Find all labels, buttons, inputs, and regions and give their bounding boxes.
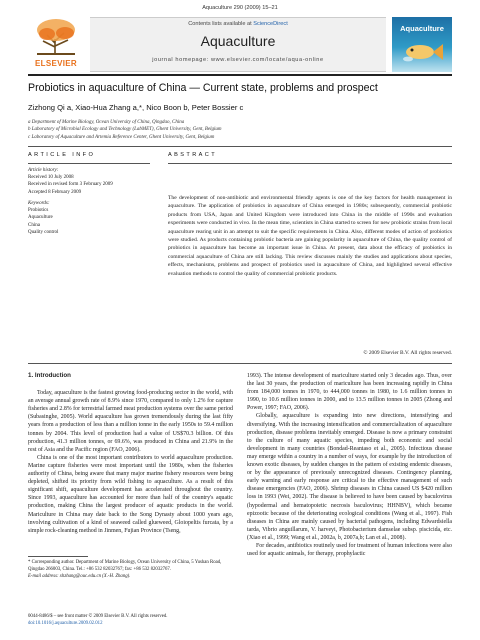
history-received: Received 10 July 2008 bbox=[28, 175, 74, 181]
abstract-heading: ABSTRACT bbox=[168, 152, 218, 158]
affiliation: c Laboratory of Aquaculture and Artemia Reference Center, Ghent University, Gent, Belgium bbox=[28, 134, 215, 140]
elsevier-wordmark: ELSEVIER bbox=[35, 59, 77, 68]
cover-title: Aquaculture bbox=[400, 24, 444, 33]
history-label: Article history: bbox=[28, 168, 59, 173]
history-accepted: Accepted 8 February 2009 bbox=[28, 189, 82, 195]
keyword: China bbox=[28, 222, 40, 228]
body-paragraph: China is one of the most important contributors to world aquaculture production. Marine capture fisheries were most important until the 1980s, when the fisheries authority of China, being aware that many major marine fishery resources were being depleted, shifted its priority from wild fishing to aquaculture. As a result of this significant shift, aquaculture development has accelerated throughout the country. Since 1993, aquaculture has accounted for more than half of the country's aquatic production, making China the largest producer of aquatic products in the world. Mariculture in China may date back to the Song Dynasty about 1000 years ago, involving cultivation of a kind of seaweed called glueweed, Gloiopeltis furcata, by a simple rock-cleaning method in Jinmen, Fujian Province (Tseng, bbox=[28, 454, 233, 534]
body-paragraph: Today, aquaculture is the fastest growing food-producing sector in the world, with an average annual growth rate of 8.9% since 1970, compared to only 1.2% for capture fisheries and 2.8% for terrestrial farmed meat production systems over the same period (Subasinghe, 2005). World aquaculture has grown tremendously during the last fifty years from a production of less than a million tonne in the early 1950s to 59.4 million tonnes by 2004. This level of production had a value of US$70.3 billion. Of this production, 41.3 million tonnes, or 69.6%, was produced in China and 21.9% in the rest of Asia and the Pacific region (FAO, 2006). bbox=[28, 390, 233, 453]
elsevier-logo bbox=[28, 17, 84, 72]
keyword: Aquaculture bbox=[28, 215, 53, 221]
journal-title: Aquaculture bbox=[200, 33, 276, 49]
doi-link[interactable]: doi:10.1016/j.aquaculture.2009.02.012 bbox=[28, 620, 103, 626]
right-column bbox=[247, 372, 452, 634]
info-divider bbox=[28, 163, 150, 164]
elsevier-tree-icon bbox=[33, 17, 79, 57]
info-top-rule bbox=[28, 146, 452, 147]
abstract-copyright: © 2009 Elsevier B.V. All rights reserved. bbox=[363, 350, 452, 356]
section-heading: 1. Introduction bbox=[28, 372, 71, 379]
publication-info bbox=[28, 614, 328, 628]
journal-homepage-link[interactable]: journal homepage: www.elsevier.com/locate/aqua-online bbox=[152, 57, 324, 63]
abstract-text: The development of non-antibiotic and environmental friendly agents is one of the key factors for health management in aquaculture. The application of probiotics in aquaculture of China emerged in 1980s; subsequently, commercial probiotic products from USA, Japan and United Kingdom were introduced into China in the middle of 1990s and evaluation experiments were conducted in vivo. In the mean time, scientists in China started to screen for new probiotic strains from local aquaculture rearing unit in an attempt to suit the specific requirements in China. Also, different modes of action of probiotics were studied. As products containing probiotic bacteria are gaining popularity in aquaculture of China, the quality control of probiotics in aquaculture has become an important issue in China. At present, data about the efficacy of probiotics in commercial aquaculture of China are still lacking. This review discusses mainly the studies and applications about species, effects, mechanisms, problems and prospect of probiotics used in aquaculture of China, and highlighted several effective evaluation methods to control the quality of commercial probiotic products. bbox=[168, 195, 452, 277]
corresponding-author-footnote bbox=[28, 560, 228, 580]
keyword: Quality control bbox=[28, 229, 59, 235]
journal-cover-thumbnail bbox=[392, 17, 452, 72]
masthead bbox=[28, 17, 452, 72]
keywords-label: Keywords: bbox=[28, 201, 50, 206]
abstract-bottom-rule bbox=[28, 363, 452, 364]
left-column bbox=[28, 372, 233, 550]
issn-line: 0044-8486/$ – see front matter © 2009 Elsevier B.V. All rights reserved. bbox=[28, 614, 168, 619]
sciencedirect-link[interactable]: ScienceDirect bbox=[253, 21, 288, 27]
header-rule bbox=[28, 74, 452, 76]
contents-line bbox=[90, 21, 386, 27]
keywords bbox=[28, 200, 138, 236]
footnote-email: E-mail address: xhzhang@ouc.edu.cn (X.-H. Zhang). bbox=[28, 573, 131, 579]
fish-icon bbox=[400, 39, 444, 65]
article-history bbox=[28, 167, 138, 196]
affiliations bbox=[28, 119, 452, 141]
contents-prefix: Contents lists available at bbox=[188, 21, 254, 27]
footnote-text: * Corresponding author. Department of Marine Biology, Ocean University of China, 5 Yushan Road, Qingdao 266003, China. Tel.: +86 532 82032767; fax: +86 532 82032767. bbox=[28, 560, 222, 572]
affiliation: b Laboratory of Microbial Ecology and Technology (LabMET), Ghent University, Gent, Belgium bbox=[28, 127, 222, 133]
journal-citation: Aquaculture 290 (2009) 15–21 bbox=[202, 5, 278, 11]
abstract-divider bbox=[168, 163, 452, 164]
footnote-rule bbox=[28, 556, 88, 557]
affiliation: a Department of Marine Biology, Ocean University of China, Qingdao, China bbox=[28, 120, 185, 125]
keyword: Probiotics bbox=[28, 208, 49, 214]
history-revised: Received in revised form 3 February 2009 bbox=[28, 182, 113, 188]
body-paragraph: For decades, antibiotics routinely used for treatment of human infections were also used for aquatic animals, for therapy, prophylactic bbox=[247, 542, 452, 558]
body-paragraph: 1993). The intense development of mariculture started only 3 decades ago. Thus, over the last 30 years, the production of mariculture has been increasing rapidly in China from 184,000 tonnes in 1970, to 444,000 tonnes in 1980, to 1.6 million tonnes in 1990, to 10.6 million tonnes in 2000, and to 13.5 million tonnes in 2005 (Zhong and Power, 1997; FAO, 2006). bbox=[247, 373, 452, 412]
body-paragraph: Globally, aquaculture is expanding into new directions, intensifying and diversifying. With the increasing intensification and commercialization of aquaculture production, disease problems inevitably emerged. Disease is now a primary constraint to the culture of many aquatic species, impeding both economic and social development in many countries (Bondad-Reantaso et al., 2005). Infectious disease may emerge within a country in a number of ways, for example by the introduction of known exotic diseases, by sudden changes in the pattern of existing endemic diseases, or by the appearance of previously unrecognized diseases. Contingency planning, early warning and early response are critical to the effective management of such disease emergencies (FAO, 2006). Shrimp diseases in China caused US $420 million loss in 1993 (Wei, 2002). The disease is believed to have been caused by baculovirus (hypodermal and hematopoietic necrosis baculovirus; HHNBV), which became epizootic because of the deteriorating ecological conditions (Wang et al., 1997). Fish diseases in China are mainly caused by bacterial pathogens, including Edwardsiella tarda, Vibrio anguillarum, V. harveyi, Photobacterium damselae subsp. piscicida, etc. (Xiao et al., 1999; Wang et al., 2002a, b, 2007a,b; Lan et al., 2008). bbox=[247, 413, 452, 541]
article-info-heading: ARTICLE INFO bbox=[28, 152, 96, 158]
author-list: Zizhong Qi a, Xiao-Hua Zhang a,*, Nico Boon b, Peter Bossier c bbox=[28, 103, 244, 112]
journal-banner bbox=[90, 17, 386, 72]
article-title: Probiotics in aquaculture of China — Current state, problems and prospect bbox=[28, 82, 378, 94]
